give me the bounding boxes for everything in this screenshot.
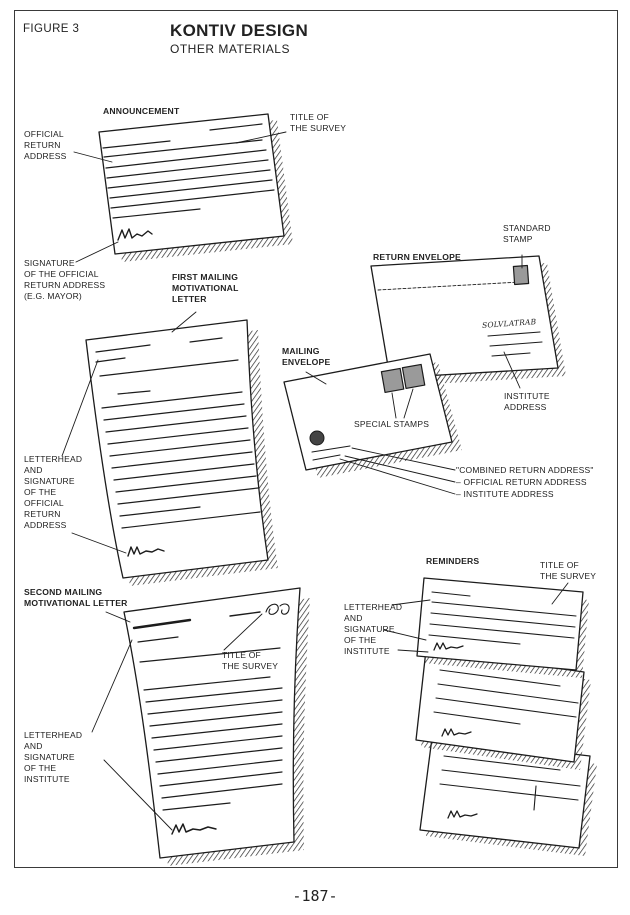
page-subtitle: OTHER MATERIALS [170, 42, 290, 56]
special-stamps-label: SPECIAL STAMPS [354, 419, 430, 429]
first-mailing-letterhead-label: LETTERHEAD AND SIGNATURE OF THE OFFICIAL RETURN ADDRESS [24, 454, 83, 530]
second-mailing-letter [124, 588, 310, 866]
second-mailing-heading: SECOND MAILING MOTIVATIONAL LETTER [24, 587, 128, 608]
combined-return-address-label: "COMBINED RETURN ADDRESS" – OFFICIAL RETURN ADDRESS – INSTITUTE ADDRESS [456, 465, 594, 499]
reminder-card-1 [417, 578, 589, 678]
announcement-card [99, 114, 293, 262]
mailing-envelope [284, 354, 462, 478]
first-mailing-letter [86, 320, 278, 586]
standard-stamp-icon [513, 266, 528, 285]
figure-label: FIGURE 3 [23, 23, 80, 35]
second-mailing-letterhead-label: LETTERHEAD AND SIGNATURE OF THE INSTITUTE [24, 730, 83, 784]
reminders-heading: REMINDERS [426, 556, 480, 566]
special-stamp-icon [402, 364, 424, 388]
return-envelope-heading: RETURN ENVELOPE [373, 252, 461, 262]
page-number: -187- [292, 887, 338, 905]
return-envelope-handwriting: SOLVLATRAB [481, 317, 537, 330]
announcement-heading: ANNOUNCEMENT [103, 106, 180, 116]
mailing-envelope-heading: MAILING ENVELOPE [282, 346, 331, 367]
announcement-return-address-label: OFFICIAL RETURN ADDRESS [24, 129, 67, 161]
reminders-letterhead-label: LETTERHEAD AND SIGNATURE OF THE INSTITUTE [344, 602, 403, 656]
page-title: KONTIV DESIGN [170, 21, 309, 40]
reminders-survey-title-label: TITLE OF THE SURVEY [540, 560, 597, 581]
second-mailing-survey-title-label: TITLE OF THE SURVEY [222, 650, 279, 671]
announcement-survey-title-label: TITLE OF THE SURVEY [290, 112, 347, 133]
special-stamp-icon [381, 368, 403, 392]
announcement-signature-label: SIGNATURE OF THE OFFICIAL RETURN ADDRESS (E.G. MAYOR) [24, 258, 106, 301]
standard-stamp-label: STANDARD STAMP [503, 223, 551, 244]
emblem-icon [310, 431, 324, 445]
institute-address-label: INSTITUTE ADDRESS [504, 391, 550, 412]
first-mailing-heading: FIRST MAILING MOTIVATIONAL LETTER [172, 272, 239, 304]
